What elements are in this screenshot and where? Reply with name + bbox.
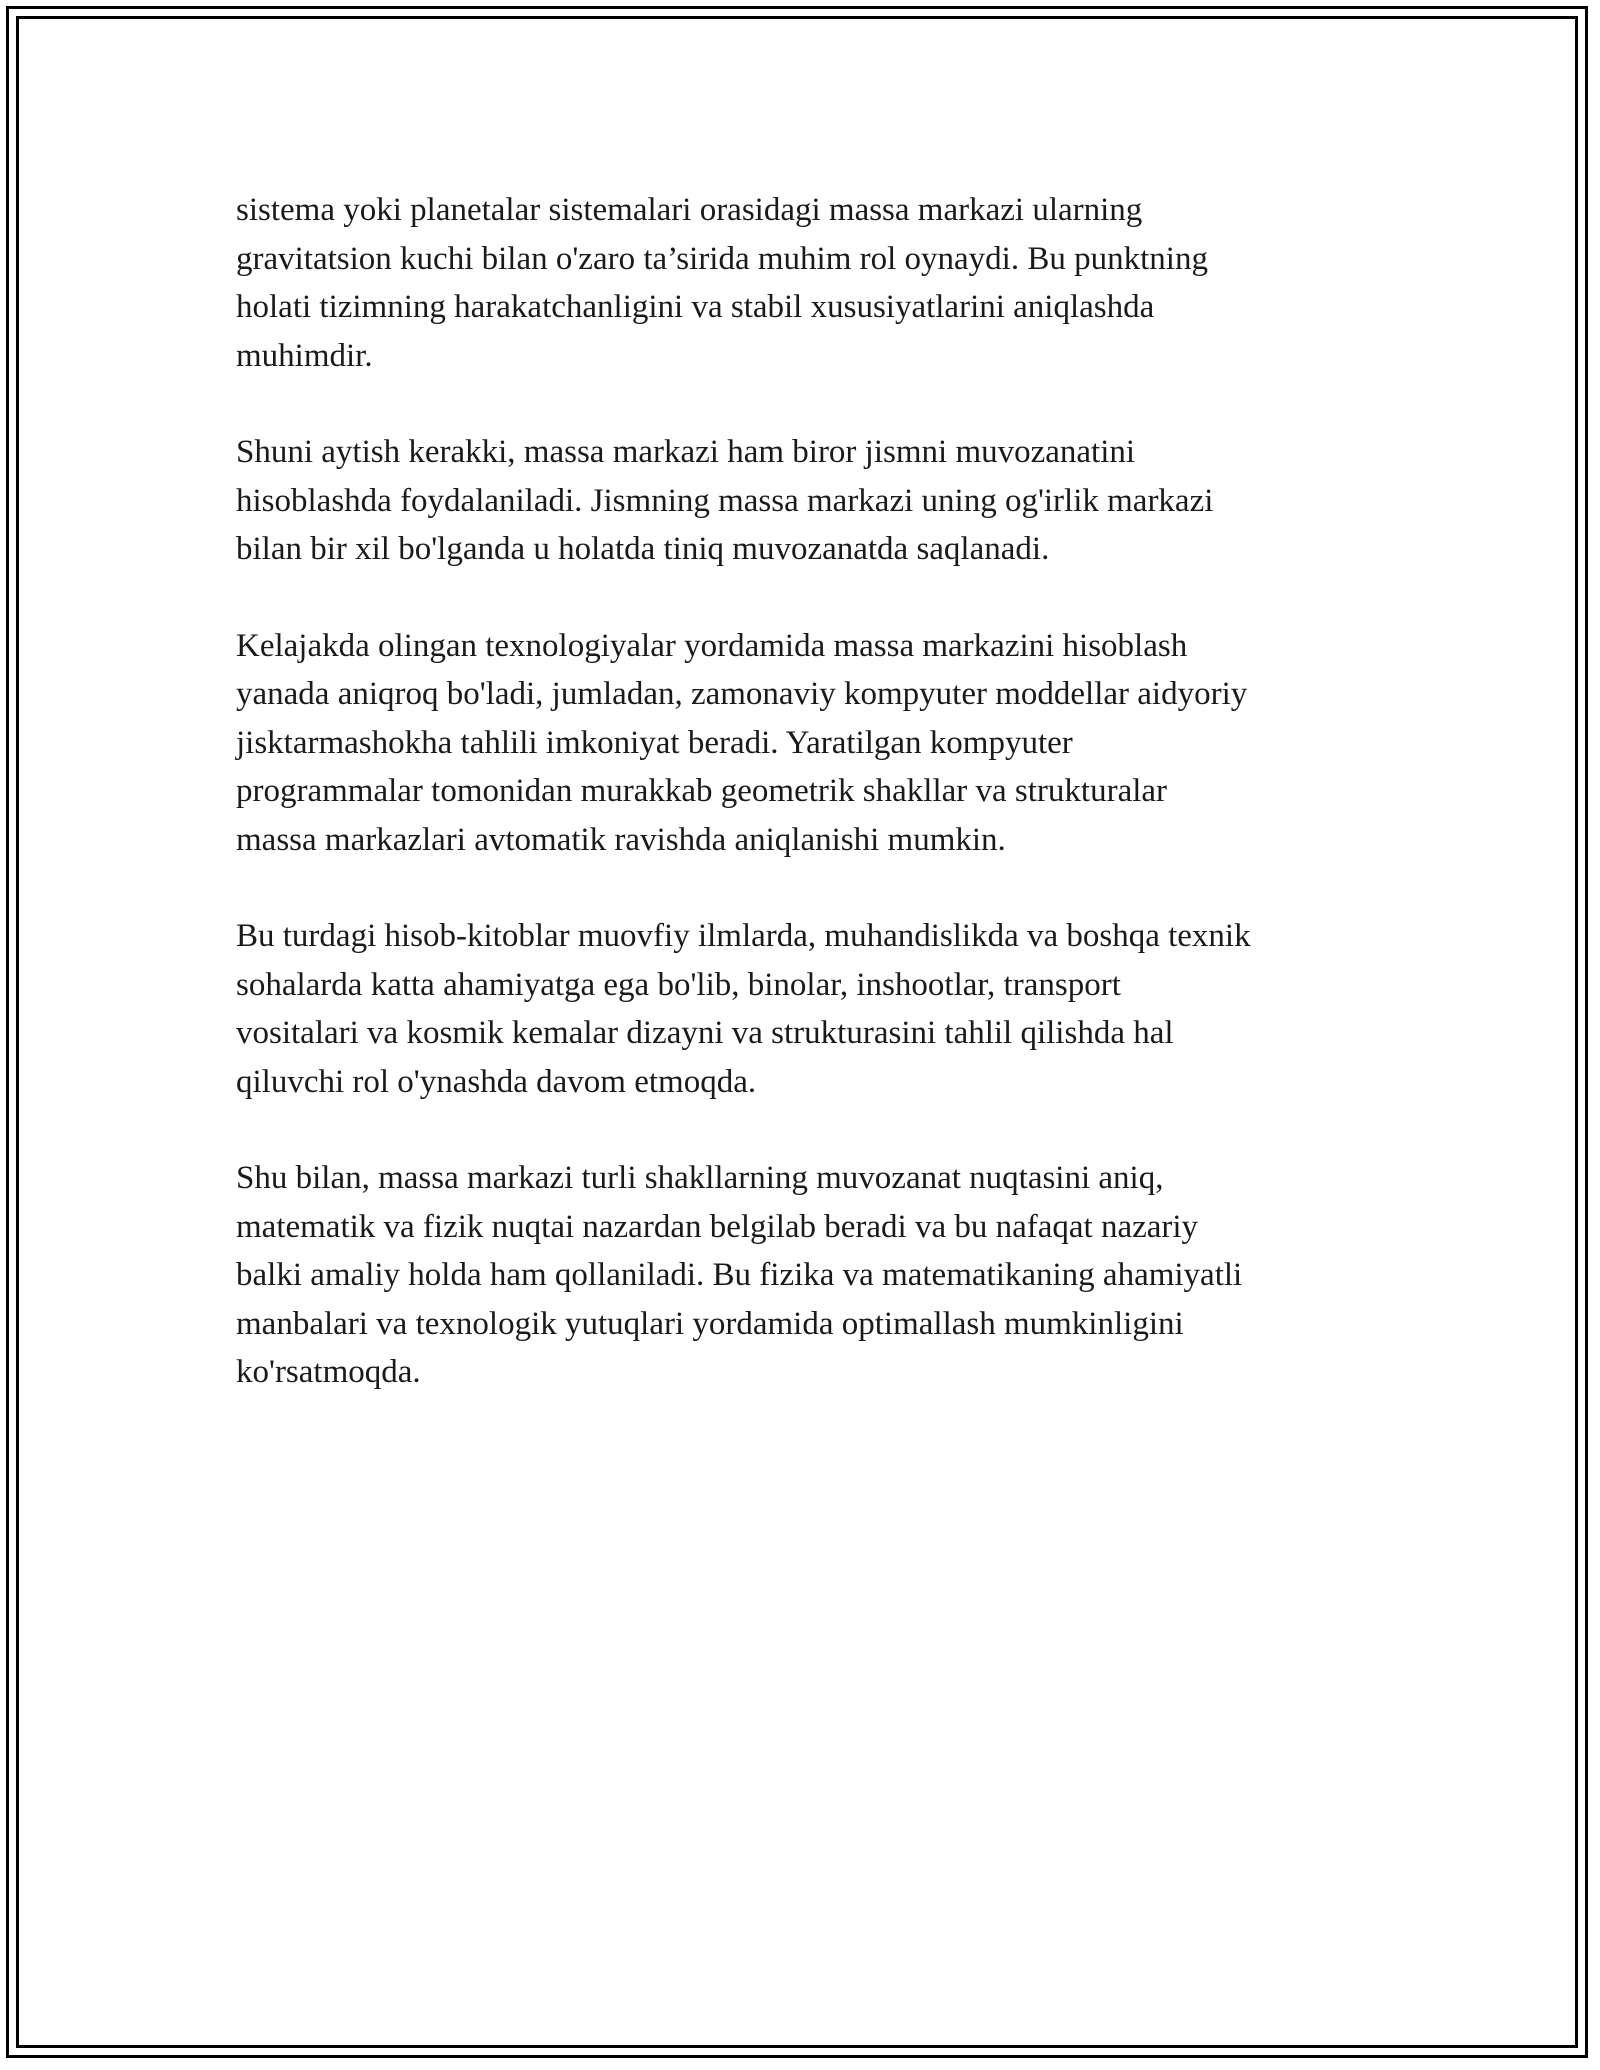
paragraph-4: Bu turdagi hisob-kitoblar muovfiy ilmlarda, muhandislikda va boshqa texnik sohalarda katta ahamiyatga ega bo'lib, binolar, inshootlar, transport vositalari va kosmik kemalar dizayni va strukturasini tahlil qilishda hal qiluvchi rol o'ynashda davom etmoqda. (236, 918, 1251, 1100)
paragraph-2: Shuni aytish kerakki, massa markazi ham biror jismni muvozanatini hisoblashda foydalaniladi. Jismning massa markazi uning og'irlik markazi bilan bir xil bo'lganda u holatda tiniq muvozanatda saqlanadi. (236, 434, 1214, 567)
paragraph-5: Shu bilan, massa markazi turli shakllarning muvozanat nuqtasini aniq, matematik va fizik nuqtai nazardan belgilab beradi va bu nafaqat nazariy balki amaliy holda ham qollaniladi. Bu fizika va matematikaning ahamiyatli manbalari va texnologik yutuqlari yordamida optimallash mumkinligini ko'rsatmoqda. (236, 1160, 1243, 1390)
paragraph-3: Kelajakda olingan texnologiyalar yordamida massa markazini hisoblash yanada aniqroq bo'ladi, jumladan, zamonaviy kompyuter moddellar aidyoriy jisktarmashokha tahlili imkoniyat beradi. Yaratilgan kompyuter programmalar tomonidan murakkab geometrik shakllar va strukturalar massa markazlari avtomatik ravishda aniqlanishi mumkin. (236, 627, 1248, 858)
paragraph-1: sistema yoki planetalar sistemalari orasidagi massa markazi ularning gravitatsion kuchi bilan o'zaro ta’sirida muhim rol oynaydi. Bu punktning holati tizimning harakatchanligini va stabil xususiyatlarini aniqlashda muhimdir. (236, 192, 1208, 374)
document-body (236, 186, 1376, 1445)
